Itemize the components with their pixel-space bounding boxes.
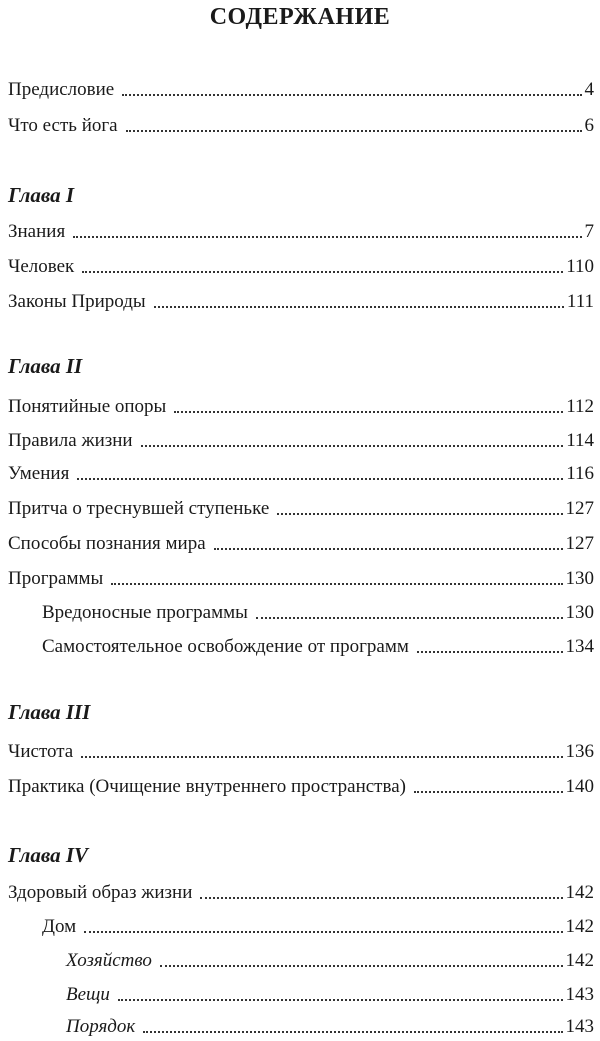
toc-entry[interactable] [8,217,594,243]
toc-entry-page: 140 [565,776,594,797]
toc-entry-label: Здоровый образ жизни [8,882,193,903]
toc-entry-label: Самостоятельное освобождение от программ [42,636,409,657]
toc-entry-label: Хозяйство [66,950,152,971]
chapter-heading-4: Глава IV [8,843,89,867]
toc-entry-label: Программы [8,568,104,589]
toc-entry-label: Вещи [66,984,110,1005]
toc-entry-page: 6 [584,115,594,136]
toc-entry-label: Предисловие [8,79,115,100]
toc-subsubentry[interactable] [66,946,594,972]
dot-leader [141,445,564,447]
toc-entry[interactable] [8,426,594,452]
toc-entry-page: 112 [566,396,594,417]
toc-entry-page: 130 [565,568,594,589]
toc-entry-page: 4 [584,79,594,100]
toc-entry[interactable] [8,529,594,555]
toc-entry-page: 142 [565,950,594,971]
toc-entry-label: Практика (Очищение внутреннего пространства) [8,776,406,797]
dot-leader [417,651,563,653]
dot-leader [214,548,563,550]
toc-entry[interactable] [8,459,594,485]
toc-entry-page: 111 [566,291,594,312]
dot-leader [414,791,563,793]
dot-leader [118,999,563,1001]
chapter-heading-2: Глава II [8,354,83,378]
toc-entry-page: 143 [565,984,594,1005]
toc-entry-page: 142 [565,916,594,937]
dot-leader [256,617,563,619]
dot-leader [84,931,562,933]
toc-entry[interactable] [8,494,594,520]
toc-entry-label: Знания [8,221,66,242]
toc-entry-page: 114 [566,430,594,451]
dot-leader [122,94,581,96]
toc-entry-page: 130 [565,602,594,623]
toc-entry[interactable] [8,564,594,590]
toc-entry-preface[interactable] [8,75,594,101]
dot-leader [73,236,581,238]
dot-leader [154,306,564,308]
toc-subentry[interactable] [42,632,594,658]
toc-entry-label: Что есть йога [8,115,118,136]
toc-subsubentry[interactable] [66,1012,594,1038]
dot-leader [77,478,563,480]
chapter-heading-1: Глава I [8,183,75,207]
toc-entry-label: Способы познания мира [8,533,206,554]
toc-entry[interactable] [8,252,594,278]
toc-entry-page: 136 [565,741,594,762]
dot-leader [82,271,563,273]
dot-leader [277,513,562,515]
toc-subentry[interactable] [42,912,594,938]
dot-leader [126,130,582,132]
toc-entry-page: 143 [565,1016,594,1037]
toc-entry-label: Умения [8,463,70,484]
toc-title: СОДЕРЖАНИЕ [209,4,391,30]
toc-entry[interactable] [8,287,594,313]
toc-entry-page: 134 [565,636,594,657]
toc-entry-page: 110 [566,256,594,277]
dot-leader [111,583,562,585]
dot-leader [160,965,563,967]
dot-leader [143,1031,562,1033]
toc-subsubentry[interactable] [66,980,594,1006]
toc-entry[interactable] [8,878,594,904]
toc-entry-label: Законы Природы [8,291,146,312]
chapter-heading-3: Глава III [8,700,91,724]
toc-entry-page: 127 [565,498,594,519]
toc-subentry[interactable] [42,598,594,624]
toc-entry-label: Вредоносные программы [42,602,248,623]
dot-leader [174,411,563,413]
toc-entry-page: 127 [565,533,594,554]
toc-entry[interactable] [8,772,594,798]
toc-entry-page: 7 [584,221,594,242]
toc-entry-label: Притча о треснувшей ступеньке [8,498,270,519]
dot-leader [81,756,562,758]
toc-entry-label: Порядок [66,1016,136,1037]
dot-leader [200,897,562,899]
toc-entry-label: Дом [42,916,77,937]
toc-entry-label: Правила жизни [8,430,133,451]
toc-entry-label: Чистота [8,741,74,762]
toc-entry[interactable] [8,392,594,418]
toc-entry-label: Понятийные опоры [8,396,167,417]
toc-entry-page: 116 [566,463,594,484]
toc-entry-page: 142 [565,882,594,903]
toc-entry-label: Человек [8,256,75,277]
toc-entry[interactable] [8,737,594,763]
toc-entry-what-is-yoga[interactable] [8,111,594,137]
